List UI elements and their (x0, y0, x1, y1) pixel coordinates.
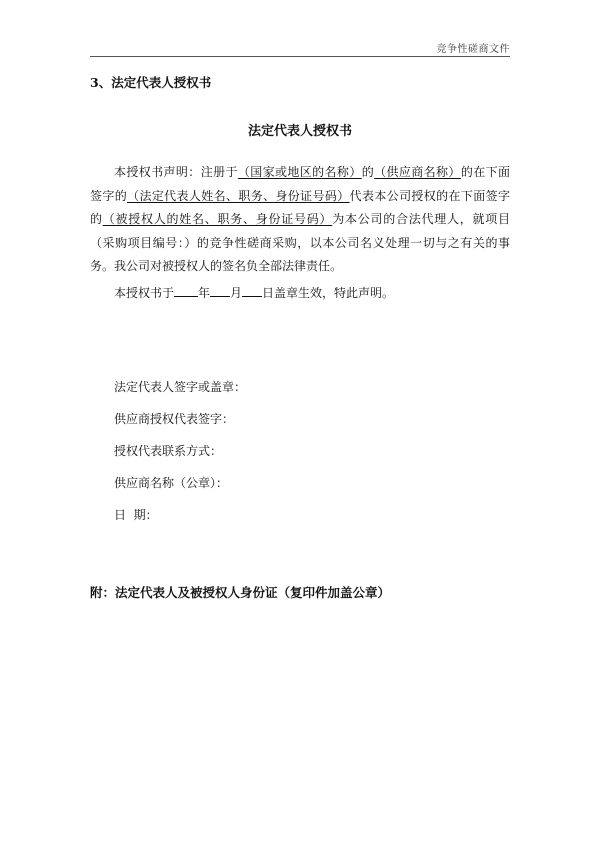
document-title: 法定代表人授权书 (247, 124, 352, 139)
authorized-person-placeholder: （被授权人的姓名、职务、身份证号码） (102, 212, 333, 227)
header-divider (90, 56, 510, 57)
country-placeholder: （国家或地区的名称） (237, 165, 362, 179)
authorized-rep-contact-label: 授权代表联系方式： (114, 444, 223, 458)
header-document-label: 竞争性磋商文件 (436, 44, 510, 55)
declaration-paragraph (90, 161, 510, 279)
month-blank[interactable] (210, 285, 230, 297)
declaration-rest: 为本公司的合法代理人，就项目（采购项目编号：）的竞争性磋商采购，以本公司名义处理一切与之有关的事务。我公司对被授权人的签名负全部法律责任。 (90, 212, 510, 274)
legal-rep-signature-label: 法定代表人签字或盖章： (114, 380, 247, 394)
date-label: 日 期： (114, 508, 158, 522)
supplier-seal-label: 供应商名称（公章）： (114, 476, 229, 490)
year-label: 年 (198, 286, 211, 300)
effective-suffix: 日盖章生效，特此声明。 (262, 286, 395, 300)
effective-prefix: 本授权书于 (114, 286, 175, 300)
declaration-de: 的 (361, 165, 375, 179)
declaration-prefix: 本授权书声明：注册于 (114, 165, 238, 179)
appendix-note: 附：法定代表人及被授权人身份证（复印件加盖公章） (90, 585, 391, 600)
supplier-name-placeholder: （供应商名称） (374, 165, 461, 179)
legal-rep-placeholder: （法定代表人姓名、职务、身份证号码） (127, 188, 350, 203)
section-heading: 3、法定代表人授权书 (90, 75, 212, 90)
declaration-mid2: 代表本公司授权的在下面签字的 (90, 188, 510, 227)
day-blank[interactable] (242, 285, 262, 297)
month-label: 月 (230, 286, 243, 300)
declaration-mid1: 的在下面签字的 (90, 165, 510, 203)
year-blank[interactable] (174, 285, 198, 297)
effective-date-line (114, 285, 394, 301)
authorized-rep-signature-label: 供应商授权代表签字： (114, 412, 235, 426)
